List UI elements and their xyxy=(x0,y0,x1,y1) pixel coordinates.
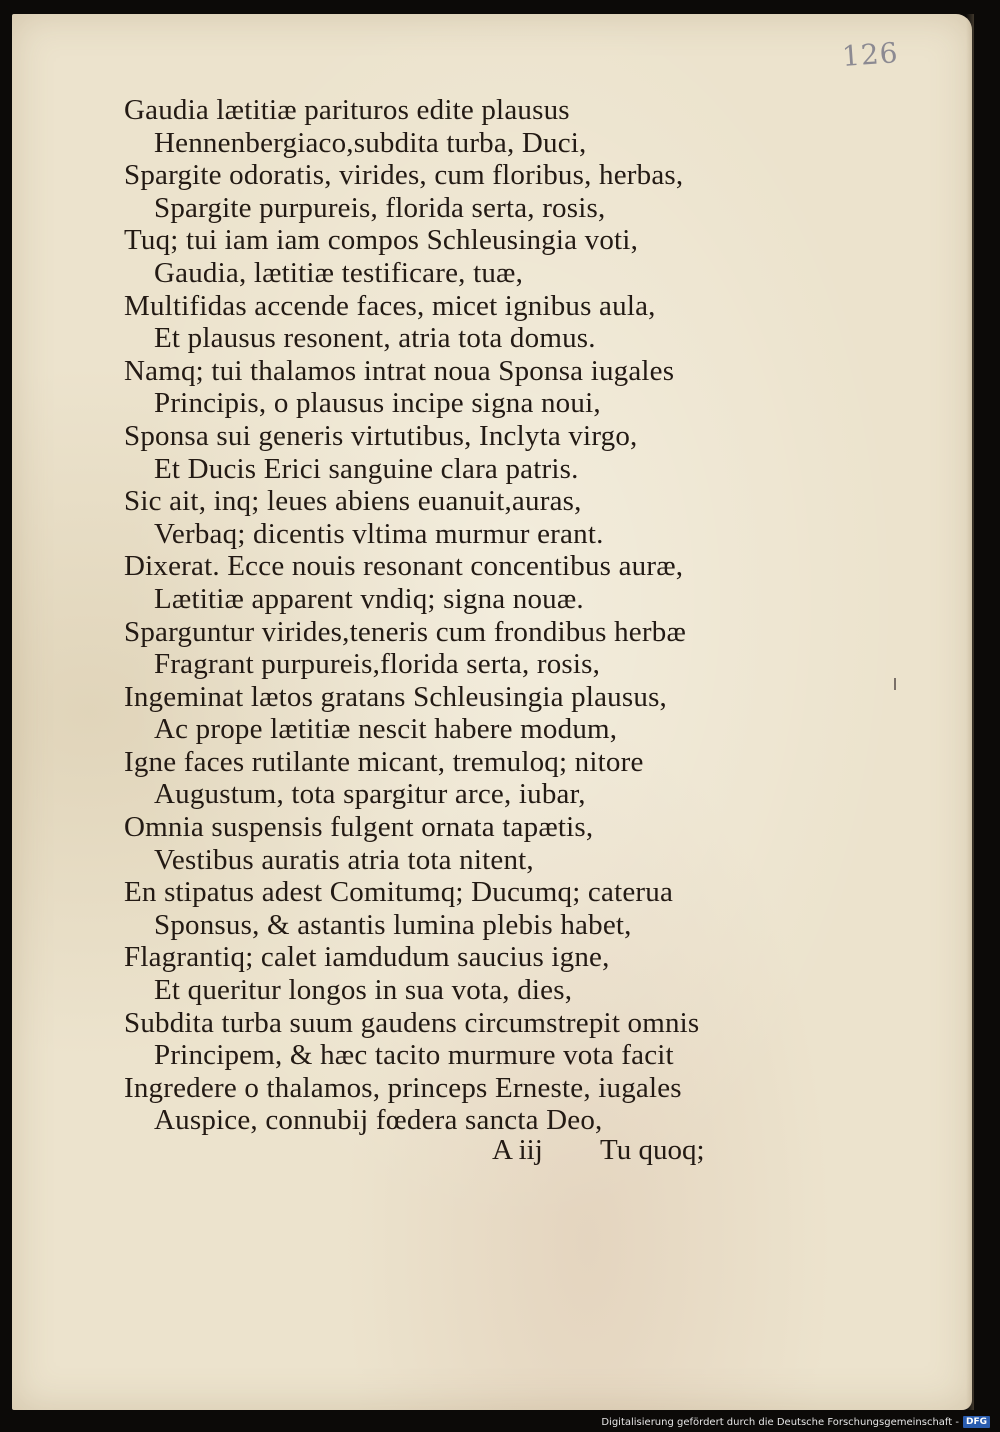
signature-line xyxy=(492,1134,705,1167)
catchword: Tu quoq; xyxy=(600,1134,705,1166)
verse-line-1: Gaudia lætitiæ parituros edite plausus xyxy=(124,94,570,126)
verse-line-19: Ingeminat lætos gratans Schleusingia plausus, xyxy=(124,680,668,713)
verse-line-5: Tuq; tui iam iam compos Schleusingia voti, xyxy=(124,224,639,257)
verse-block xyxy=(124,94,764,1137)
verse-line-22: Augustum, tota spargitur arce, iubar, xyxy=(154,778,586,811)
verse-line-20: Ac prope lætitiæ nescit habere modum, xyxy=(154,713,618,746)
verse-line-16: Lætitiæ apparent vndiq; signa nouæ. xyxy=(154,582,584,615)
verse-line-32: Auspice, connubij fœdera sancta Deo, xyxy=(154,1104,603,1137)
signature-mark: A iij xyxy=(492,1134,543,1166)
verse-line-14: Verbaq; dicentis vltima murmur erant. xyxy=(154,517,604,550)
footer-credit-text: Digitalisierung gefördert durch die Deutsche Forschungsgemeinschaft - xyxy=(601,1416,959,1428)
verse-line-17: Sparguntur virides,teneris cum frondibus herbæ xyxy=(124,615,686,648)
paper-page xyxy=(12,14,972,1410)
verse-line-18: Fragrant purpureis,florida serta, rosis, xyxy=(154,648,601,681)
verse-line-21: Igne faces rutilante micant, tremuloq; nitore xyxy=(124,745,644,778)
verse-line-6: Gaudia, lætitiæ testificare, tuæ, xyxy=(154,256,524,289)
verse-line-7: Multifidas accende faces, micet ignibus aula, xyxy=(124,289,656,322)
verse-line-4: Spargite purpureis, florida serta, rosis, xyxy=(154,191,606,224)
margin-mark xyxy=(894,678,896,690)
verse-line-15: Dixerat. Ecce nouis resonant concentibus auræ, xyxy=(124,550,684,583)
verse-line-26: Sponsus, & astantis lumina plebis habet, xyxy=(154,908,632,941)
verse-line-3: Spargite odoratis, virides, cum floribus, herbas, xyxy=(124,159,684,192)
verse-line-12: Et Ducis Erici sanguine clara patris. xyxy=(154,452,579,485)
folio-number: 126 xyxy=(840,36,900,73)
verse-line-9: Namq; tui thalamos intrat noua Sponsa iugales xyxy=(124,354,675,387)
verse-line-31: Ingredere o thalamos, princeps Erneste, iugales xyxy=(124,1071,682,1104)
verse-line-23: Omnia suspensis fulgent ornata tapætis, xyxy=(124,811,594,844)
verse-line-27: Flagrantiq; calet iamdudum saucius igne, xyxy=(124,941,610,974)
verse-line-24: Vestibus auratis atria tota nitent, xyxy=(154,843,534,876)
verse-line-29: Subdita turba suum gaudens circumstrepit omnis xyxy=(124,1006,700,1039)
verse-line-11: Sponsa sui generis virtutibus, Inclyta virgo, xyxy=(124,419,638,452)
verse-line-25: En stipatus adest Comitumq; Ducumq; caterua xyxy=(124,876,674,909)
verse-line-10: Principis, o plausus incipe signa noui, xyxy=(154,387,601,420)
verse-line-28: Et queritur longos in sua vota, dies, xyxy=(154,974,573,1007)
verse-line-30: Principem, & hæc tacito murmure vota facit xyxy=(154,1039,674,1072)
page-edge xyxy=(966,14,974,1410)
verse-line-8: Et plausus resonent, atria tota domus. xyxy=(154,322,596,355)
verse-line-13: Sic ait, inq; leues abiens euanuit,auras, xyxy=(124,485,582,518)
dfg-logo: DFG xyxy=(963,1416,990,1428)
footer-credit xyxy=(601,1416,990,1428)
verse-line-2: Hennenbergiaco,subdita turba, Duci, xyxy=(154,126,587,159)
